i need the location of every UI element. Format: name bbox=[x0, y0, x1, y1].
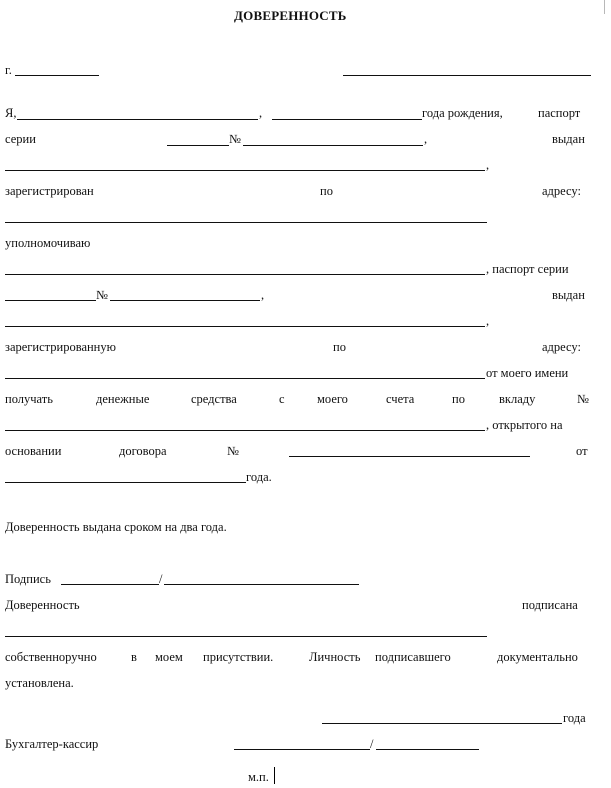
contract-from-word: от bbox=[576, 444, 588, 458]
deposit-number-field[interactable] bbox=[5, 430, 485, 431]
text-cursor bbox=[274, 767, 275, 784]
in-word: в bbox=[131, 650, 137, 664]
signature-slash: / bbox=[159, 572, 163, 586]
basis-word: основании bbox=[5, 444, 62, 458]
registered-po-word: по bbox=[320, 184, 333, 198]
deposit-word: вкладу bbox=[499, 392, 536, 406]
issued-by-field[interactable] bbox=[5, 170, 485, 171]
agent-passport-number-field[interactable] bbox=[110, 300, 260, 301]
passport-label: паспорт bbox=[538, 106, 581, 120]
number-comma: , bbox=[424, 132, 428, 146]
authorize-label: уполномочиваю bbox=[5, 236, 91, 250]
funds-word: средства bbox=[191, 392, 237, 406]
agent-passport-label: , паспорт серии bbox=[486, 262, 569, 276]
agent-number-comma: , bbox=[261, 288, 265, 302]
certification-date-field[interactable] bbox=[322, 723, 562, 724]
city-label: г. bbox=[5, 63, 12, 77]
date-field[interactable] bbox=[343, 75, 591, 76]
validity-statement: Доверенность выдана сроком на два года. bbox=[5, 520, 227, 534]
principal-name-field[interactable] bbox=[17, 119, 258, 120]
signature-label: Подпись bbox=[5, 572, 51, 586]
signed-word: подписана bbox=[522, 598, 578, 612]
certifier-name-field[interactable] bbox=[5, 636, 487, 637]
personally-word: собственноручно bbox=[5, 650, 97, 664]
my-presence-word: моем bbox=[155, 650, 183, 664]
registered-word: зарегистрирован bbox=[5, 184, 94, 198]
opened-at-label: , открытого на bbox=[486, 418, 563, 432]
issued-label: выдан bbox=[552, 132, 585, 146]
contract-number-field[interactable] bbox=[289, 456, 530, 457]
documentally-word: документально bbox=[497, 650, 578, 664]
money-word: денежные bbox=[96, 392, 150, 406]
birth-year-label: года рождения, bbox=[422, 106, 503, 120]
agent-number-sign: № bbox=[96, 288, 108, 302]
series-label: серии bbox=[5, 132, 36, 146]
signature-field[interactable] bbox=[61, 584, 159, 585]
signed-doc-word: Доверенность bbox=[5, 598, 80, 612]
birth-year-field[interactable] bbox=[272, 119, 422, 120]
account-word: счета bbox=[386, 392, 415, 406]
certification-year-label: года bbox=[563, 711, 586, 725]
principal-comma: , bbox=[259, 106, 263, 120]
agent-address-word: адресу: bbox=[542, 340, 581, 354]
presence-word: присутствии. bbox=[203, 650, 274, 664]
contract-year-label: года. bbox=[246, 470, 272, 484]
on-my-behalf-label: от моего имени bbox=[486, 366, 569, 380]
agent-issued-comma: , bbox=[486, 314, 490, 328]
contract-number-sign: № bbox=[227, 444, 239, 458]
signature-name-field[interactable] bbox=[164, 584, 359, 585]
passport-series-field[interactable] bbox=[167, 145, 229, 146]
page-edge-marker bbox=[604, 0, 605, 14]
contract-word: договора bbox=[119, 444, 167, 458]
agent-issued-by-field[interactable] bbox=[5, 326, 485, 327]
from-word: с bbox=[279, 392, 285, 406]
established-word: установлена. bbox=[5, 676, 74, 690]
by-word: по bbox=[452, 392, 465, 406]
principal-prefix: Я, bbox=[5, 106, 17, 120]
accountant-signature-field[interactable] bbox=[234, 749, 370, 750]
agent-registered-word: зарегистрированную bbox=[5, 340, 116, 354]
signer-word: подписавшего bbox=[375, 650, 451, 664]
accountant-name-field[interactable] bbox=[376, 749, 479, 750]
agent-address-field[interactable] bbox=[5, 378, 485, 379]
city-field[interactable] bbox=[15, 75, 99, 76]
registered-address-word: адресу: bbox=[542, 184, 581, 198]
passport-number-field[interactable] bbox=[243, 145, 423, 146]
agent-passport-series-field[interactable] bbox=[5, 300, 96, 301]
number-sign: № bbox=[229, 132, 241, 146]
receive-word: получать bbox=[5, 392, 53, 406]
principal-address-field[interactable] bbox=[5, 222, 487, 223]
agent-po-word: по bbox=[333, 340, 346, 354]
agent-issued-label: выдан bbox=[552, 288, 585, 302]
issued-by-comma: , bbox=[486, 158, 490, 172]
stamp-place-label: м.п. bbox=[248, 770, 269, 784]
accountant-slash: / bbox=[370, 737, 374, 751]
agent-name-field[interactable] bbox=[5, 274, 485, 275]
my-word: моего bbox=[317, 392, 348, 406]
document-title: ДОВЕРЕННОСТЬ bbox=[234, 8, 347, 23]
contract-date-field[interactable] bbox=[5, 482, 246, 483]
accountant-label: Бухгалтер-кассир bbox=[5, 737, 99, 751]
deposit-number-sign: № bbox=[577, 392, 589, 406]
identity-word: Личность bbox=[309, 650, 361, 664]
